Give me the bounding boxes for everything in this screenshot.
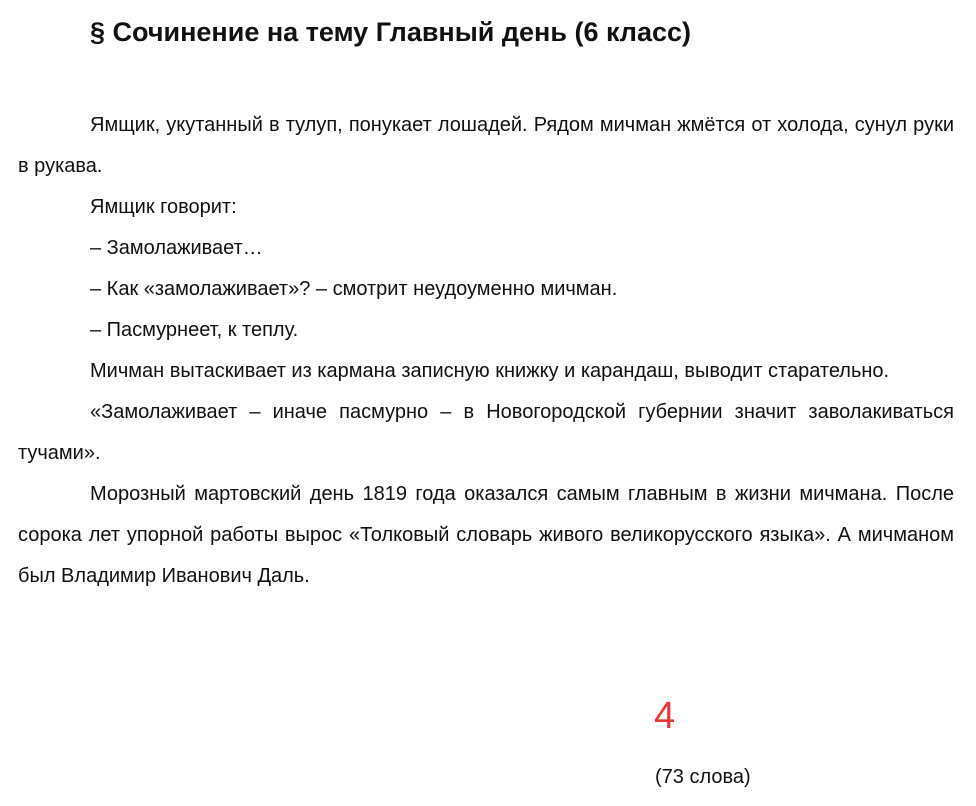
essay-paragraph: «Замолаживает – иначе пасмурно – в Новогородской губернии значит заволакиваться тучами».: [18, 401, 954, 464]
page-title: § Сочинение на тему Главный день (6 класс): [90, 17, 692, 47]
essay-paragraph: Мичман вытаскивает из кармана записную книжку и карандаш, выводит старательно.: [90, 360, 890, 382]
grade-mark: 4: [654, 695, 676, 737]
essay-paragraph: – Пасмурнеет, к теплу.: [90, 319, 299, 341]
essay-paragraph: Ямщик, укутанный в тулуп, понукает лошадей. Рядом мичман жмётся от холода, сунул руки в рукава.: [18, 114, 954, 177]
essay-body: [18, 105, 954, 597]
essay-paragraph: Ямщик говорит:: [90, 196, 237, 218]
essay-paragraph: Морозный мартовский день 1819 года оказался самым главным в жизни мичмана. После сорока лет упорной работы вырос «Толковый словарь живого великорусского языка». А мичманом был Владимир Иванович Даль.: [18, 483, 954, 587]
essay-paragraph: – Как «замолаживает»? – смотрит неудоуменно мичман.: [90, 278, 618, 300]
essay-paragraph: – Замолаживает…: [90, 237, 263, 259]
word-count: (73 слова): [655, 766, 751, 788]
